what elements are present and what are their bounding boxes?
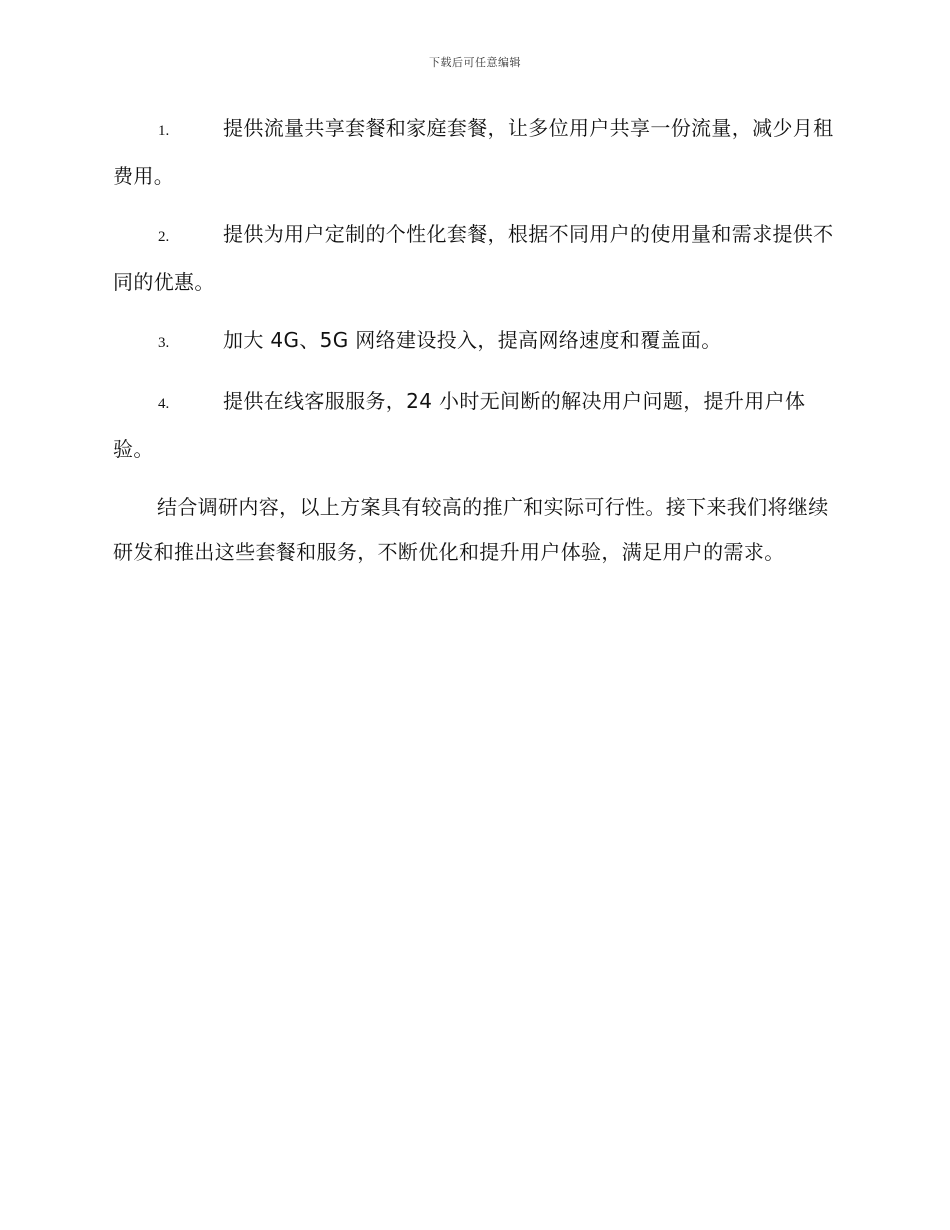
document-body: [113, 106, 835, 575]
header-note: 下载后可任意编辑: [429, 56, 521, 69]
list-item: [113, 379, 835, 472]
list-item-number: 3.: [158, 335, 170, 351]
list-item: [113, 318, 835, 366]
list-item-number: 1.: [158, 123, 170, 139]
list-item: [113, 106, 835, 199]
list-item-text: 加大 4G、5G 网络建设投入，提高网络速度和覆盖面。: [223, 328, 722, 352]
list-item: [113, 212, 835, 305]
conclusion-paragraph: 结合调研内容，以上方案具有较高的推广和实际可行性。接下来我们将继续研发和推出这些套餐和服务，不断优化和提升用户体验，满足用户的需求。: [113, 495, 829, 564]
list-item-text: 提供在线客服服务，24 小时无间断的解决用户问题，提升用户体验。: [113, 389, 806, 461]
list-item-number: 4.: [158, 396, 170, 412]
list-item-number: 2.: [158, 229, 170, 245]
list-item-text: 提供为用户定制的个性化套餐，根据不同用户的使用量和需求提供不同的优惠。: [113, 222, 834, 294]
list-item-text: 提供流量共享套餐和家庭套餐，让多位用户共享一份流量，减少月租费用。: [113, 116, 834, 188]
